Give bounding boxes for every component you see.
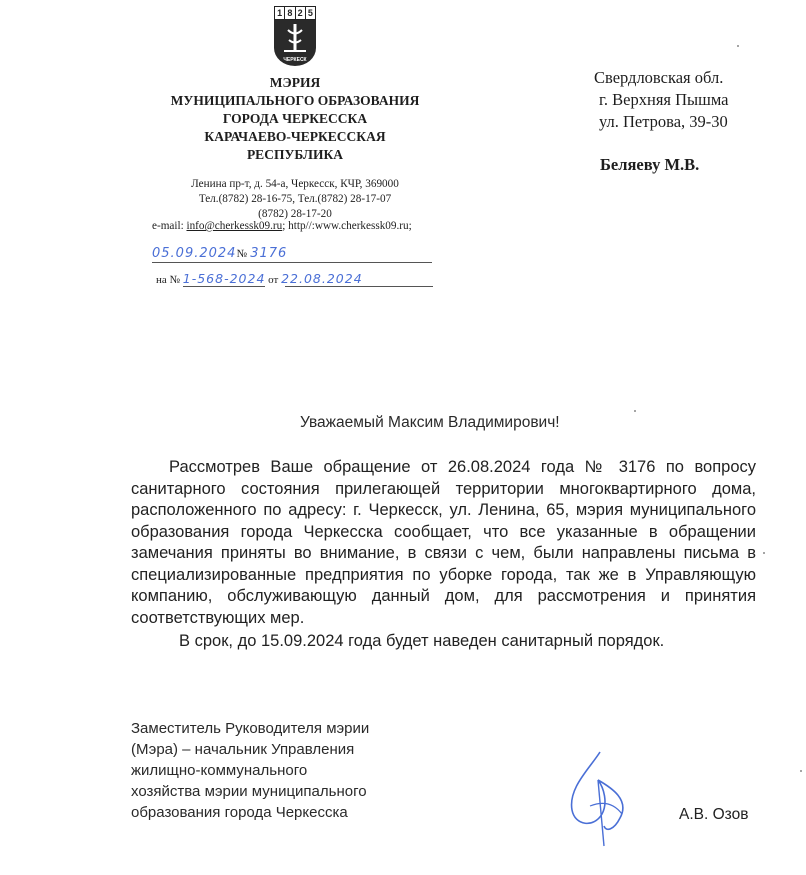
outgoing-reference bbox=[152, 245, 287, 261]
recipient-name: Беляеву М.В. bbox=[600, 155, 700, 174]
handwritten-signature bbox=[560, 748, 640, 848]
signatory-title bbox=[131, 718, 369, 823]
crest-year-digit: 2 bbox=[296, 7, 306, 19]
scan-speck bbox=[800, 770, 802, 772]
signatory-title-line: жилищно-коммунального bbox=[131, 762, 308, 779]
letter-body bbox=[131, 457, 756, 653]
crest-shield bbox=[274, 20, 316, 66]
city-crest bbox=[274, 6, 316, 66]
scan-speck bbox=[737, 45, 739, 47]
incoming-number-underline bbox=[183, 286, 265, 287]
org-address bbox=[145, 177, 445, 222]
crest-year bbox=[274, 6, 316, 20]
signatory-title-line: (Мэра) – начальник Управления bbox=[131, 741, 355, 758]
incoming-date: 22.08.2024 bbox=[281, 271, 363, 286]
crest-year-digit: 5 bbox=[307, 8, 313, 18]
incoming-number: 1-568-2024 bbox=[182, 271, 266, 286]
incoming-reference bbox=[156, 271, 363, 286]
org-line: РЕСПУБЛИКА bbox=[246, 147, 344, 162]
recipient-address-line: Свердловская обл. bbox=[594, 68, 724, 87]
body-paragraph: Рассмотрев Ваше обращение от 26.08.2024 года № 3176 по вопросу санитарного состояния прилегающей территории многоквартирного дома, расположенного по адресу: г. Черкесск, ул. Ленина, 65, мэрия муниципального образования города Черкесска сообщает, что все указанные в обращении замечания приняты во внимание, в связи с чем, были направлены письма в специализированные предприятия по уборке города, так же в Управляющую компанию, обслуживающую данный дом, для рассмотрения и принятия соответствующих мер. bbox=[131, 458, 756, 627]
incoming-date-underline bbox=[285, 286, 433, 287]
contact-line bbox=[152, 220, 412, 232]
signatory-title-line: Заместитель Руководителя мэрии bbox=[131, 720, 370, 737]
outgoing-number: 3176 bbox=[250, 246, 288, 261]
email-link[interactable]: info@cherkessk09.ru bbox=[186, 220, 283, 232]
address-line: Тел.(8782) 28-16-75, Тел.(8782) 28-17-07 bbox=[198, 193, 392, 205]
scan-speck bbox=[763, 552, 765, 554]
signatory-title-line: хозяйства мэрии муниципального bbox=[131, 783, 367, 800]
website-text: ; http//:www.cherkessk09.ru; bbox=[282, 220, 412, 232]
number-label: № bbox=[236, 248, 247, 260]
org-line: МЭРИЯ bbox=[269, 75, 321, 90]
recipient-address-line: ул. Петрова, 39-30 bbox=[599, 112, 728, 131]
crest-year-digit: 8 bbox=[285, 7, 295, 19]
incoming-label: на № bbox=[156, 274, 181, 286]
org-name bbox=[150, 74, 440, 164]
scan-speck bbox=[634, 410, 636, 412]
email-label: e-mail: bbox=[152, 220, 187, 232]
from-label: от bbox=[268, 274, 279, 286]
recipient-address-line: г. Верхняя Пышма bbox=[599, 90, 729, 109]
address-line: Ленина пр-т, д. 54-а, Черкесск, КЧР, 369000 bbox=[191, 178, 399, 190]
outgoing-reference-underline bbox=[152, 262, 432, 263]
org-line: ГОРОДА ЧЕРКЕССКА bbox=[222, 111, 368, 126]
recipient-address bbox=[594, 67, 728, 133]
signer-name: А.В. Озов bbox=[679, 806, 749, 823]
address-line: (8782) 28-17-20 bbox=[258, 208, 332, 220]
signatory-title-line: образования города Черкесска bbox=[131, 804, 348, 821]
crest-year-digit: 1 bbox=[275, 7, 285, 19]
outgoing-date: 05.09.2024 bbox=[152, 246, 237, 261]
org-line: КАРАЧАЕВО-ЧЕРКЕССКАЯ bbox=[204, 129, 386, 144]
org-line: МУНИЦИПАЛЬНОГО ОБРАЗОВАНИЯ bbox=[170, 93, 420, 108]
body-paragraph: В срок, до 15.09.2024 года будет наведен санитарный порядок. bbox=[179, 632, 665, 650]
greeting: Уважаемый Максим Владимирович! bbox=[300, 414, 560, 431]
crest-name: ЧЕРКЕСК bbox=[283, 57, 307, 63]
